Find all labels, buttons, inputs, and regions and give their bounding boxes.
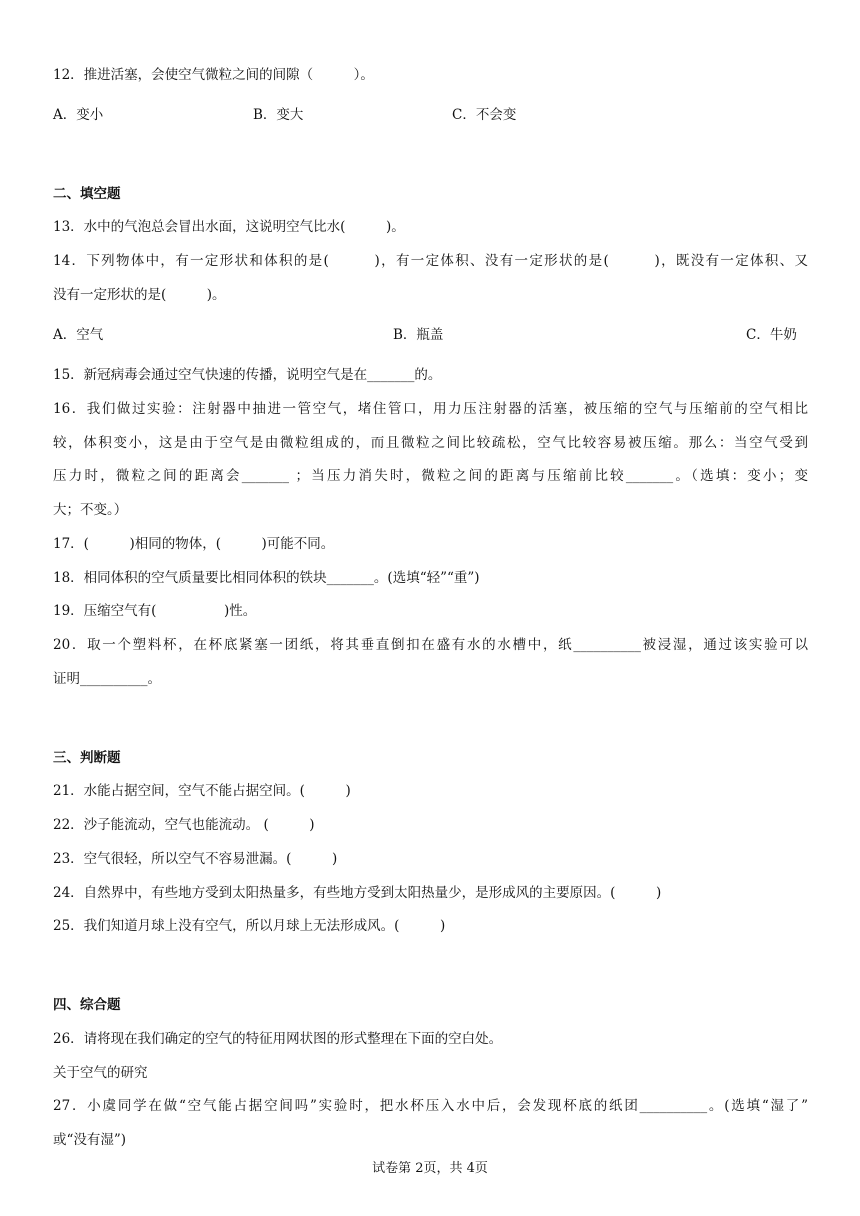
section-title-true-false: 三、判断题 — [53, 750, 121, 766]
question-16-line-2: 较，体积变小，这是由于空气是由微粒组成的，而且微粒之间比较疏松，空气比较容易被压缩。那么：当空气受到 — [53, 435, 808, 451]
question-26-line-1: 26．请将现在我们确定的空气的特征用网状图的形式整理在下面的空白处。 — [53, 1031, 503, 1047]
question-23: 23．空气很轻，所以空气不容易泄漏。( ) — [53, 851, 338, 867]
q12-option-b: B．变大 — [253, 107, 304, 123]
question-16-line-4: 大；不变。） — [53, 502, 128, 518]
q14-option-a: A．空气 — [53, 327, 104, 343]
q14-option-b: B．瓶盖 — [393, 327, 444, 343]
question-26-line-2: 关于空气的研究 — [53, 1065, 148, 1081]
q12-option-c: C．不会变 — [452, 107, 517, 123]
question-12: 12．推进活塞，会使空气微粒之间的间隙（ ）。 — [53, 67, 374, 83]
question-22: 22．沙子能流动，空气也能流动。 ( ) — [53, 817, 315, 833]
question-20-line-1: 20．取一个塑料杯，在杯底紧塞一团纸，将其垂直倒扣在盛有水的水槽中，纸__________被浸湿，通过该实验可以 — [53, 637, 808, 653]
q12-option-a: A．变小 — [53, 107, 104, 123]
page-footer: 试卷第 2页，共 4页 — [372, 1161, 488, 1176]
question-21: 21．水能占据空间，空气不能占据空间。( ) — [53, 783, 351, 799]
question-13: 13．水中的气泡总会冒出水面，这说明空气比水( )。 — [53, 219, 405, 235]
question-14-line-1: 14．下列物体中，有一定形状和体积的是( )，有一定体积、没有一定形状的是( )，既没有一定体积、又 — [53, 253, 808, 269]
question-27-line-1: 27．小虞同学在做“空气能占据空间吗”实验时，把水杯压入水中后，会发现杯底的纸团__________。(选填“湿了” — [53, 1098, 808, 1114]
question-15: 15．新冠病毒会通过空气快速的传播，说明空气是在_______的。 — [53, 367, 442, 383]
section-title-comprehensive: 四、综合题 — [53, 997, 121, 1013]
q14-option-c: C．牛奶 — [746, 327, 797, 343]
question-25: 25．我们知道月球上没有空气，所以月球上无法形成风。( ) — [53, 918, 446, 934]
question-16-line-3: 压力时，微粒之间的距离会_______ ；当压力消失时，微粒之间的距离与压缩前比较_______。（选填：变小；变 — [53, 468, 808, 484]
question-16-line-1: 16．我们做过实验：注射器中抽进一管空气，堵住管口，用力压注射器的活塞，被压缩的空气与压缩前的空气相比 — [53, 401, 808, 417]
question-27-line-2: 或“没有湿”) — [53, 1132, 127, 1148]
question-20-line-2: 证明__________。 — [53, 671, 161, 687]
question-14-line-2: 没有一定形状的是( )。 — [53, 287, 226, 303]
question-19: 19．压缩空气有( )性。 — [53, 603, 257, 619]
question-18: 18．相同体积的空气质量要比相同体积的铁块_______。(选填“轻”“重”) — [53, 570, 480, 586]
section-title-fill-blank: 二、填空题 — [53, 186, 121, 202]
question-24: 24．自然界中，有些地方受到太阳热量多，有些地方受到太阳热量少，是形成风的主要原因。( ) — [53, 885, 662, 901]
question-17: 17．( )相同的物体，( )可能不同。 — [53, 536, 335, 552]
